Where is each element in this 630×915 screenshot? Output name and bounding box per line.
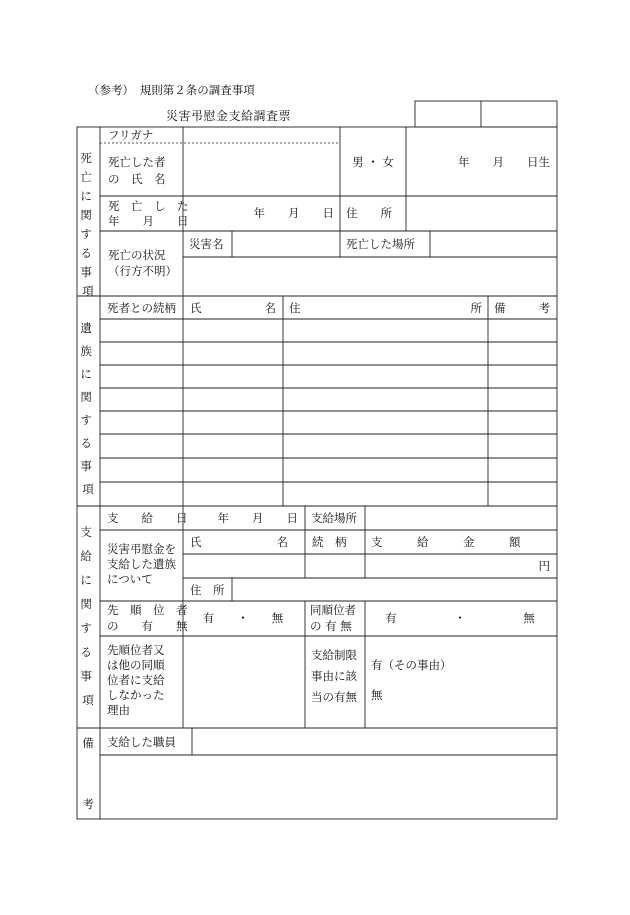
form-title: 災害弔慰金支給調査票 [166, 109, 292, 123]
payment-place-label: 支給場所 [311, 511, 357, 525]
limit-label-1: 支給制限 [311, 648, 357, 662]
priority-label-2: の 有 無 [107, 619, 188, 633]
staff-label: 支給した職員 [107, 735, 176, 749]
payment-section-char: 項 [82, 693, 94, 707]
same-rank-label-2: の 有 無 [310, 619, 352, 633]
birth-date-field: 年 月 日生 [458, 155, 550, 169]
family-remarks-header-right: 考 [538, 301, 550, 315]
family-section-char: す [80, 413, 92, 427]
priority-label-1: 先 順 位 者 [107, 603, 188, 617]
family-section-char: る [80, 436, 92, 450]
family-section-char: 族 [80, 344, 92, 358]
deceased-section-char: る [80, 246, 92, 260]
reason-label-3: 位者に支給 [107, 673, 165, 687]
recipient-relation-label: 続 柄 [312, 535, 347, 549]
payment-section-char: に [80, 573, 92, 587]
family-name-header-right: 名 [264, 301, 276, 315]
same-rank-yes-no: 有 ・ 無 [385, 611, 535, 625]
deceased-section-char: 亡 [80, 170, 92, 184]
death-date-label-1: 死 亡 し た [108, 199, 189, 213]
same-rank-label-1: 同順位者 [310, 603, 356, 617]
payment-section-char: 支 [80, 525, 92, 539]
death-date-field: 年 月 日 [253, 206, 334, 220]
disaster-name-label: 災害名 [189, 237, 224, 251]
reason-label-2: は他の同順 [107, 658, 165, 672]
recipient-name-right: 名 [276, 535, 288, 549]
deceased-section-label [80, 151, 95, 298]
payment-date-field: 年 月 日 [217, 511, 298, 525]
family-address-header-right: 所 [470, 301, 482, 315]
limit-label-3: 当の有無 [311, 690, 357, 704]
payment-section-char: 関 [80, 597, 92, 611]
death-place-label: 死亡した場所 [346, 237, 415, 251]
recipient-label-1: 災害弔慰金を [107, 542, 176, 556]
remarks-section-top: 備 [82, 736, 94, 750]
family-section-char: に [80, 367, 92, 381]
deceased-section-char: 死 [80, 151, 92, 165]
recipient-label-2: 支給した遺族 [107, 557, 176, 571]
payment-section-label [80, 525, 95, 707]
address-label: 住 所 [346, 206, 392, 220]
deceased-section-char: 関 [80, 208, 92, 222]
family-section-char: 事 [80, 459, 92, 473]
reason-label-1: 先順位者又 [107, 643, 165, 657]
recipient-name-left: 氏 [190, 535, 202, 549]
decision-number-box [415, 101, 557, 127]
family-section-label [80, 321, 95, 496]
death-date-label-2: 年 月 日 [108, 214, 189, 228]
deceased-section-char: に [80, 189, 92, 203]
family-section-char: 項 [82, 482, 94, 496]
amount-label: 支 給 金 額 [371, 535, 521, 549]
limit-yes-option: 有（その事由） [371, 658, 452, 672]
deceased-name-label-2: の 氏 名 [108, 172, 166, 186]
remarks-section-bottom: 考 [82, 797, 94, 811]
deceased-name-label-1: 死亡した者 [108, 155, 166, 169]
payment-section-char: 給 [80, 549, 92, 563]
payment-section-char: る [80, 645, 92, 659]
family-section-lines [100, 296, 557, 506]
reason-label-4: しなかった [107, 688, 165, 702]
family-section-char: 関 [80, 390, 92, 404]
limit-no-option: 無 [371, 688, 383, 702]
sex-field: 男 ・ 女 [352, 155, 394, 169]
deceased-section-char: 項 [82, 284, 94, 298]
family-name-header-left: 氏 [190, 301, 202, 315]
reason-label-5: 理由 [107, 703, 130, 717]
relation-header: 死者との続柄 [107, 301, 176, 315]
payment-section-char: 事 [80, 669, 92, 683]
limit-label-2: 事由に該 [311, 669, 357, 683]
family-section-char: 遺 [80, 321, 92, 335]
recipient-label-3: について [107, 572, 153, 586]
death-status-label-1: 死亡の状況 [108, 248, 166, 262]
decision-number-frame [415, 101, 557, 127]
priority-yes-no: 有 ・ 無 [202, 611, 284, 625]
family-remarks-header-left: 備 [494, 301, 506, 315]
yen-unit: 円 [538, 559, 550, 573]
deceased-section-char: 事 [80, 265, 92, 279]
deceased-section-char: す [80, 227, 92, 241]
family-address-header-left: 住 [289, 301, 301, 315]
furigana-label: フリガナ [108, 128, 154, 142]
recipient-address-label: 住 所 [190, 583, 225, 597]
form-caption: （参考） 規則第２条の調査事項 [88, 83, 255, 97]
payment-date-label: 支 給 日 [107, 511, 188, 525]
death-status-label-2: （行方不明） [108, 264, 177, 278]
payment-section-char: す [80, 621, 92, 635]
